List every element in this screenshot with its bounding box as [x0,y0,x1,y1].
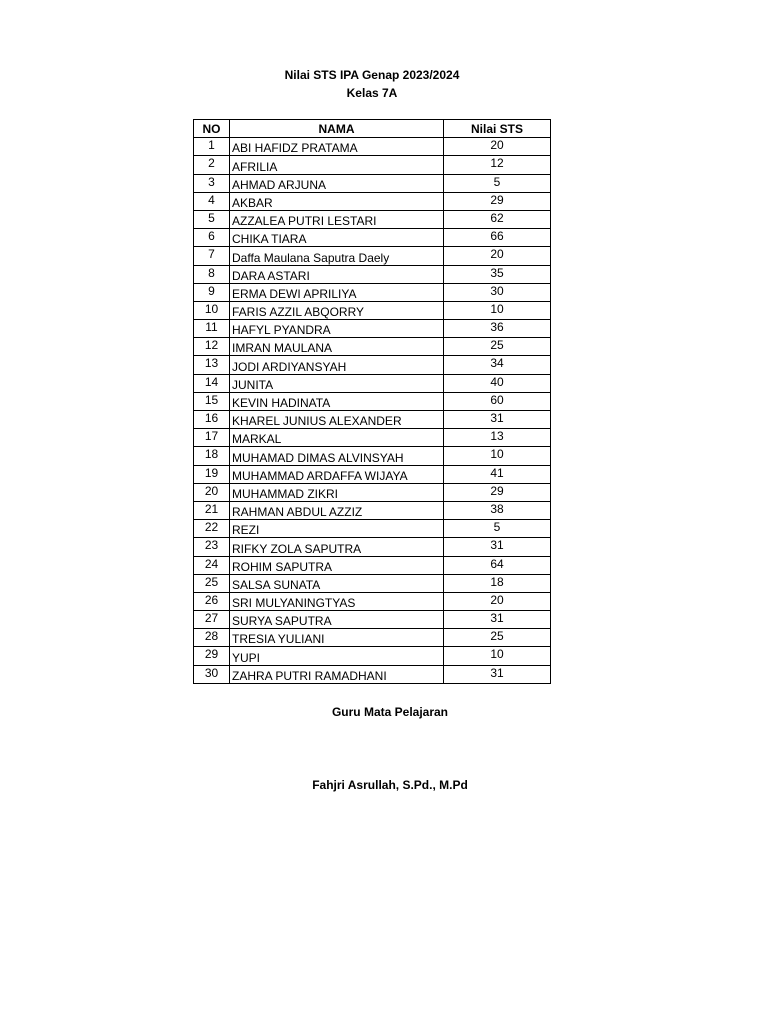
student-score: 18 [444,574,551,592]
row-number: 23 [194,538,230,556]
table-row [194,520,551,538]
table-row [194,556,551,574]
signature-name: Fahjri Asrullah, S.Pd., M.Pd [312,778,468,792]
table-header-row [194,120,551,138]
student-name: AKBAR [230,192,444,210]
student-name: TRESIA YULIANI [230,629,444,647]
row-number: 11 [194,320,230,338]
student-name: MUHAMAD DIMAS ALVINSYAH [230,447,444,465]
table-row [194,374,551,392]
student-score: 62 [444,210,551,228]
row-number: 26 [194,592,230,610]
student-name: MARKAL [230,429,444,447]
table-row [194,411,551,429]
row-number: 13 [194,356,230,374]
student-name: ERMA DEWI APRILIYA [230,283,444,301]
row-number: 3 [194,174,230,192]
student-name: HAFYL PYANDRA [230,320,444,338]
row-number: 12 [194,338,230,356]
student-name: KHAREL JUNIUS ALEXANDER [230,411,444,429]
student-score: 10 [444,447,551,465]
table-row [194,392,551,410]
table-row [194,138,551,156]
row-number: 9 [194,283,230,301]
table-row [194,429,551,447]
row-number: 21 [194,501,230,519]
student-name: MUHAMMAD ZIKRI [230,483,444,501]
student-name: AFRILIA [230,156,444,174]
row-number: 6 [194,229,230,247]
row-number: 30 [194,665,230,683]
student-name: IMRAN MAULANA [230,338,444,356]
grades-table [193,119,551,684]
table-row [194,210,551,228]
table-row [194,156,551,174]
student-name: KEVIN HADINATA [230,392,444,410]
student-name: SURYA SAPUTRA [230,611,444,629]
signature-role: Guru Mata Pelajaran [331,705,449,719]
student-name: ABI HAFIDZ PRATAMA [230,138,444,156]
column-header-no: NO [194,120,230,138]
table-row [194,301,551,319]
student-name: SRI MULYANINGTYAS [230,592,444,610]
student-name: JUNITA [230,374,444,392]
student-score: 31 [444,411,551,429]
student-score: 64 [444,556,551,574]
table-row [194,229,551,247]
student-name: RIFKY ZOLA SAPUTRA [230,538,444,556]
student-score: 41 [444,465,551,483]
table-row [194,501,551,519]
row-number: 16 [194,411,230,429]
row-number: 27 [194,611,230,629]
student-name: YUPI [230,647,444,665]
student-score: 31 [444,611,551,629]
student-name: AHMAD ARJUNA [230,174,444,192]
student-score: 25 [444,338,551,356]
table-row [194,174,551,192]
student-score: 5 [444,174,551,192]
table-row [194,265,551,283]
row-number: 25 [194,574,230,592]
class-label: Kelas 7A [346,86,398,100]
table-row [194,356,551,374]
grades-table-body [194,138,551,684]
student-score: 29 [444,483,551,501]
student-score: 20 [444,138,551,156]
student-name: REZI [230,520,444,538]
student-score: 34 [444,356,551,374]
student-name: RAHMAN ABDUL AZZIZ [230,501,444,519]
row-number: 1 [194,138,230,156]
student-name: ROHIM SAPUTRA [230,556,444,574]
student-name: FARIS AZZIL ABQORRY [230,301,444,319]
row-number: 7 [194,247,230,265]
student-name: AZZALEA PUTRI LESTARI [230,210,444,228]
table-row [194,647,551,665]
student-score: 60 [444,392,551,410]
table-row [194,247,551,265]
student-score: 29 [444,192,551,210]
row-number: 10 [194,301,230,319]
row-number: 18 [194,447,230,465]
student-name: ZAHRA PUTRI RAMADHANI [230,665,444,683]
table-row [194,447,551,465]
student-name: Daffa Maulana Saputra Daely [230,247,444,265]
student-name: JODI ARDIYANSYAH [230,356,444,374]
student-score: 36 [444,320,551,338]
student-score: 40 [444,374,551,392]
table-row [194,629,551,647]
table-row [194,611,551,629]
student-score: 5 [444,520,551,538]
row-number: 8 [194,265,230,283]
row-number: 14 [194,374,230,392]
student-score: 25 [444,629,551,647]
student-name: CHIKA TIARA [230,229,444,247]
column-header-name: NAMA [230,120,444,138]
student-score: 20 [444,247,551,265]
student-score: 20 [444,592,551,610]
table-row [194,483,551,501]
table-row [194,592,551,610]
row-number: 29 [194,647,230,665]
student-score: 31 [444,665,551,683]
table-row [194,574,551,592]
table-row [194,283,551,301]
row-number: 2 [194,156,230,174]
row-number: 28 [194,629,230,647]
row-number: 5 [194,210,230,228]
student-score: 38 [444,501,551,519]
student-name: DARA ASTARI [230,265,444,283]
student-score: 31 [444,538,551,556]
student-score: 35 [444,265,551,283]
row-number: 24 [194,556,230,574]
table-row [194,465,551,483]
student-score: 66 [444,229,551,247]
document-title: Nilai STS IPA Genap 2023/2024 [284,68,460,82]
column-header-score: Nilai STS [444,120,551,138]
table-row [194,338,551,356]
table-row [194,665,551,683]
table-row [194,192,551,210]
row-number: 19 [194,465,230,483]
row-number: 20 [194,483,230,501]
row-number: 17 [194,429,230,447]
table-row [194,538,551,556]
student-score: 13 [444,429,551,447]
student-score: 10 [444,647,551,665]
student-score: 12 [444,156,551,174]
student-score: 10 [444,301,551,319]
student-name: SALSA SUNATA [230,574,444,592]
student-name: MUHAMMAD ARDAFFA WIJAYA [230,465,444,483]
student-score: 30 [444,283,551,301]
row-number: 22 [194,520,230,538]
row-number: 15 [194,392,230,410]
row-number: 4 [194,192,230,210]
table-row [194,320,551,338]
